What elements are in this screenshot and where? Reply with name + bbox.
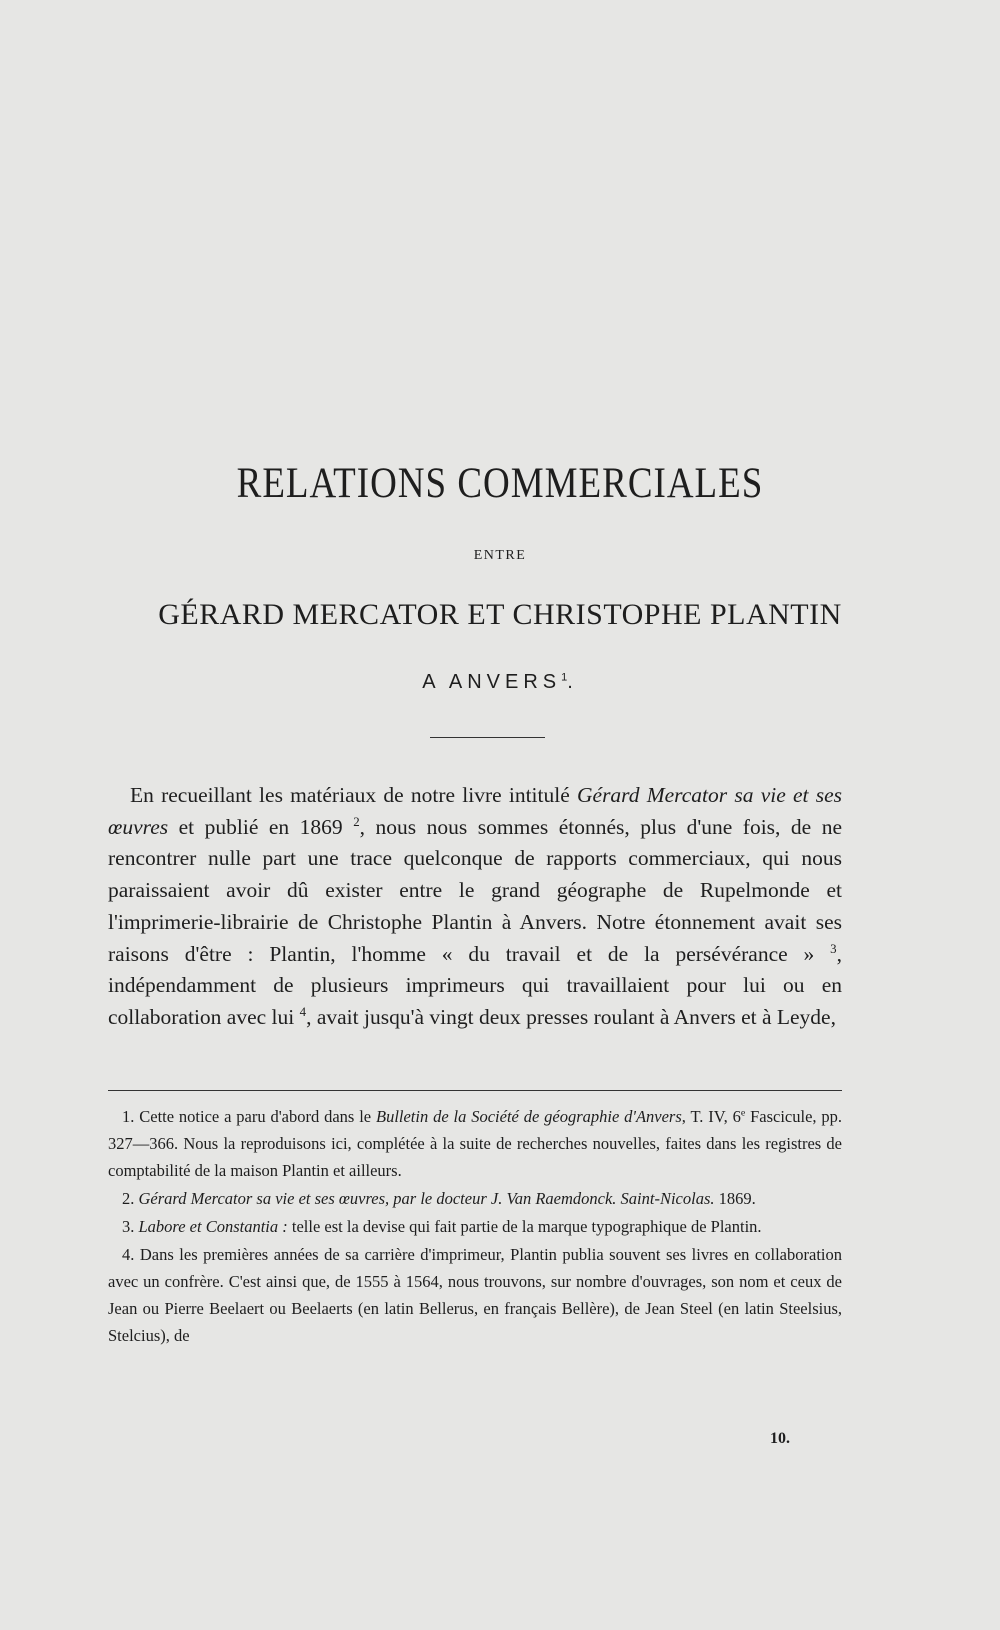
footnote-text: Fascicule, pp. 327—366. Nous la reproduisons ici, complétée à la suite de recherches nouvelles, faites dans les registres de comptabilité de la maison Plantin et ailleurs. [108,1107,843,1180]
footnotes-section [108,1103,842,1350]
body-text-1: En recueillant les matériaux de notre livre intitulé [130,783,577,807]
body-paragraph [108,780,842,1034]
footnote-2 [108,1185,842,1212]
footnote-number: 4. [122,1245,135,1264]
footnote-ref-1[interactable]: 1 [561,671,568,684]
footnote-3 [108,1213,842,1240]
article-subtitle: GÉRARD MERCATOR ET CHRISTOPHE PLANTIN [158,598,842,631]
footnote-text: Dans les premières années de sa carrière d'imprimeur, Plantin publia souvent ses livres en collaboration avec un confrère. C'est ainsi que, de 1555 à 1564, nous trouvons, sur nombre d'ouvrages, son nom et ceux de Jean ou Pierre Beelaert ou Beelaerts (en latin Bellerus, en français Bellère), de Jean Steel (en latin Steelsius, Stelcius), de [108,1245,842,1345]
footnote-text: , T. IV, 6 [681,1107,741,1126]
footnote-italic: Gérard Mercator sa vie et ses œuvres, par le docteur J. Van Raemdonck. Saint-Nicolas. [134,1189,715,1208]
place-line [0,671,1000,694]
body-text-5: , avait jusqu'à vingt deux presses roulant à Anvers et à Leyde, [306,1004,836,1029]
footnote-superscript: e [740,1107,746,1119]
footnote-ref-2[interactable]: 2 [353,814,360,829]
section-divider [430,737,545,738]
article-title: RELATIONS COMMERCIALES [236,459,764,508]
footnote-text: 1869. [714,1189,756,1208]
footnote-italic: Bulletin de la Société de géographie d'Anvers [375,1107,682,1126]
footnote-ref-4[interactable]: 4 [299,1004,307,1019]
place-period: . [567,671,578,693]
footnote-text: Cette notice a paru d'abord dans le [134,1107,376,1126]
footnote-ref-3[interactable]: 3 [830,941,837,956]
page-number: 10. [770,1430,790,1447]
footnote-number: 3. [122,1217,135,1236]
body-text-2: et publié en 1869 [168,814,354,839]
footnote-italic: Labore et Constantia : [134,1217,288,1236]
footnote-1 [108,1103,842,1184]
footnote-text: telle est la devise qui fait partie de la marque typographique de Plantin. [287,1217,762,1236]
footnote-number: 1. [122,1107,135,1126]
footnote-4 [108,1241,842,1349]
footnote-separator [108,1090,842,1091]
body-text-4: , indépendamment de plusieurs imprimeurs qui travaillaient pour lui ou en collaboration avec lui [108,941,842,1029]
book-title: Gérard Mercator sa vie et ses œuvres [108,783,842,839]
title-connector: ENTRE [473,548,527,563]
place-name: A ANVERS [422,671,562,693]
body-text-3: , nous nous sommes étonnés, plus d'une fois, de ne rencontrer nulle part une trace quelconque de rapports commerciaux, qui nous paraissaient avoir dû exister entre le grand géographe de Rupelmonde et l'imprimerie-librairie de Christophe Plantin à Anvers. Notre étonnement avait ses raisons d'être : Plantin, l'homme « du travail et de la persévérance » [108,814,842,966]
footnote-number: 2. [122,1189,135,1208]
